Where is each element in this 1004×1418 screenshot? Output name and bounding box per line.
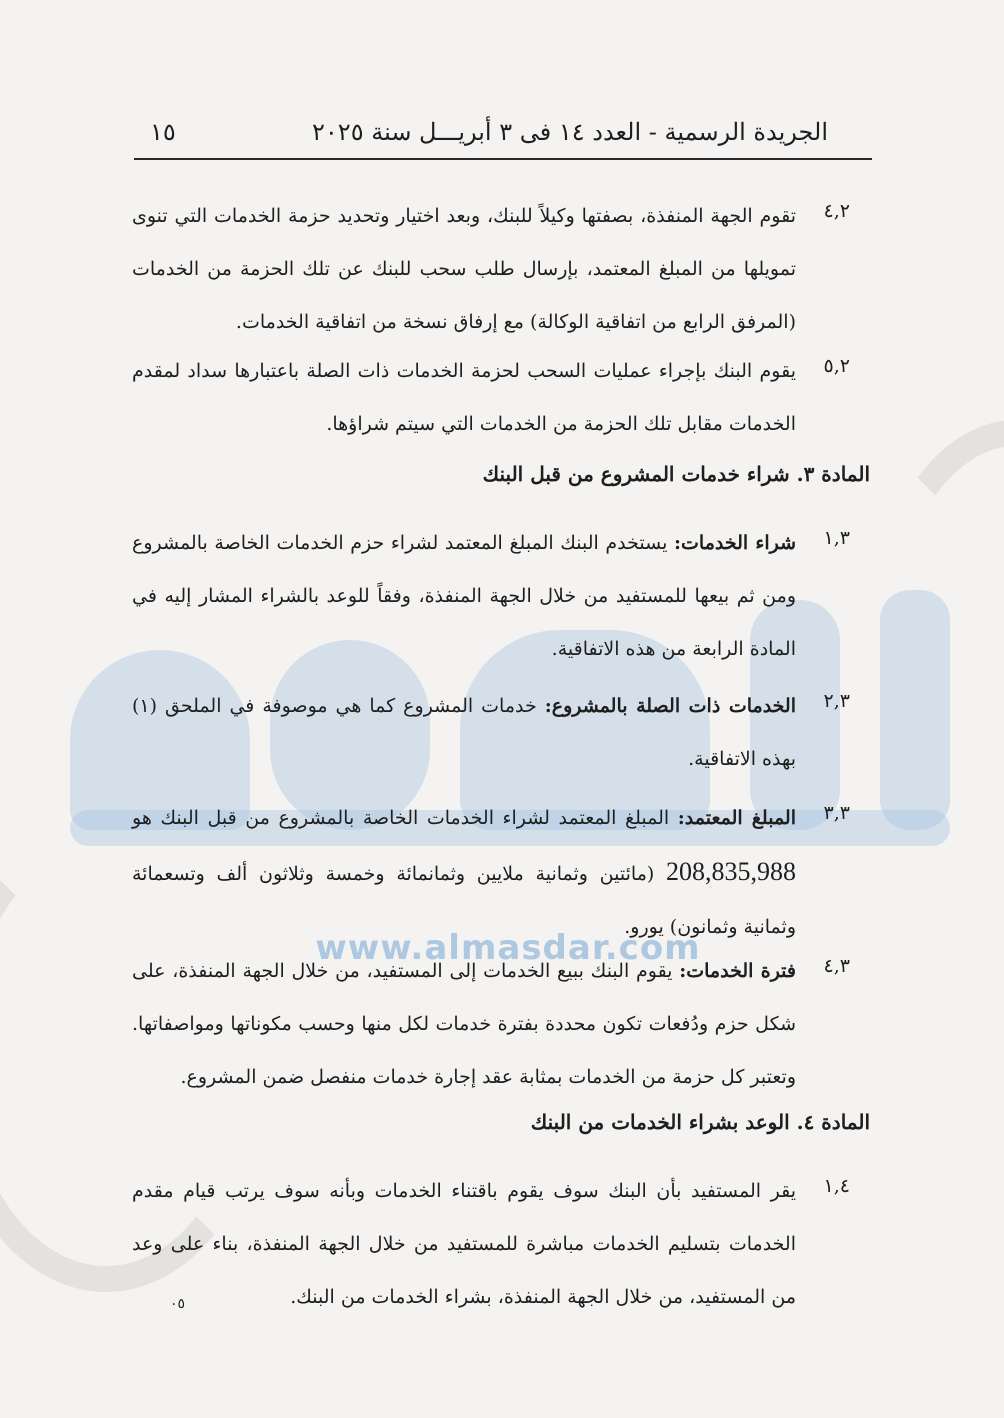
clause-term: المبلغ المعتمد:: [677, 807, 796, 829]
clause-5-2: [132, 345, 870, 445]
clause-term: فترة الخدمات:: [679, 960, 796, 982]
clause-number: ٣,٣: [823, 802, 850, 824]
watermark-arc-right: [860, 420, 1004, 932]
page-header: [134, 112, 872, 160]
clause-4-2: [132, 190, 870, 340]
clause-text: يقوم البنك بإجراء عمليات السحب لحزمة الخدمات ذات الصلة باعتبارها سداد لمقدم الخدمات مقابل تلك الحزمة من الخدمات التي سيتم شراؤها.: [132, 360, 796, 435]
clause-number: ٥,٢: [823, 355, 850, 377]
clause-text: الخدمات ذات الصلة بالمشروع: خدمات المشروع كما هي موصوفة في الملحق (١) بهذه الاتفاقية.: [132, 695, 796, 770]
clause-text: المبلغ المعتمد: المبلغ المعتمد لشراء الخدمات الخاصة بالمشروع من قبل البنك هو 208,835,988 (مائتين وثمانية ملايين وثمانمائة وخمسة وثلاثون ألف وتسعمائة وثمانية وثمانون) يورو.: [132, 807, 796, 938]
clause-number: ١,٣: [823, 527, 850, 549]
clause-number: ٤,٢: [823, 200, 850, 222]
page-number: ١٥: [150, 118, 176, 146]
clause-text: يقر المستفيد بأن البنك سوف يقوم باقتناء الخدمات وبأنه سوف يرتب قيام مقدم الخدمات بتسليم الخدمات مباشرة للمستفيد من خلال الجهة المنفذة، بناء على وعد من المستفيد، من خلال الجهة المنفذة، بشراء الخدمات من البنك.: [132, 1180, 796, 1308]
clause-1-3: [132, 517, 870, 667]
clause-text: فترة الخدمات: يقوم البنك ببيع الخدمات إلى المستفيد، من خلال الجهة المنفذة، على شكل حزم ودُفعات تكون محددة بفترة خدمات لكل منها وحسب مكوناتها ومواصفاتها. وتعتبر كل حزمة من الخدمات بمثابة عقد إجارة خدمات منفصل ضمن المشروع.: [132, 960, 796, 1088]
clause-2-3: [132, 680, 870, 780]
clause-term: شراء الخدمات:: [674, 532, 796, 554]
article-3-heading: المادة ٣. شراء خدمات المشروع من قبل البنك: [482, 462, 870, 486]
clause-text: شراء الخدمات: يستخدم البنك المبلغ المعتمد لشراء حزم الخدمات الخاصة بالمشروع ومن ثم بيعها للمستفيد من خلال الجهة المنفذة، وفقاً للوعد بالشراء المشار إليه في المادة الرابعة من هذه الاتفاقية.: [132, 532, 796, 660]
clause-3-3: [132, 792, 870, 942]
clause-number: ٢,٣: [823, 690, 850, 712]
clause-number: ١,٤: [823, 1175, 850, 1197]
clause-number: ٤,٣: [823, 955, 850, 977]
clause-term: الخدمات ذات الصلة بالمشروع:: [544, 695, 796, 717]
clause-4-3: [132, 945, 870, 1095]
approved-amount: 208,835,988: [666, 857, 796, 886]
gazette-title: الجريدة الرسمية - العدد ١٤ فى ٣ أبريـــل سنة ٢٠٢٥: [312, 118, 828, 146]
clause-1-4: [132, 1165, 870, 1315]
clause-text: تقوم الجهة المنفذة، بصفتها وكيلاً للبنك، وبعد اختيار وتحديد حزمة الخدمات التي تنوى تمويلها من المبلغ المعتمد، بإرسال طلب سحب للبنك عن تلك الحزمة من الخدمات (المرفق الرابع من اتفاقية الوكالة) مع إرفاق نسخة من اتفاقية الخدمات.: [132, 205, 796, 333]
article-4-heading: المادة ٤. الوعد بشراء الخدمات من البنك: [530, 1110, 870, 1134]
watermark-url: www.almasdar.com: [315, 928, 701, 968]
footer-mark: ٠٥: [170, 1296, 186, 1312]
